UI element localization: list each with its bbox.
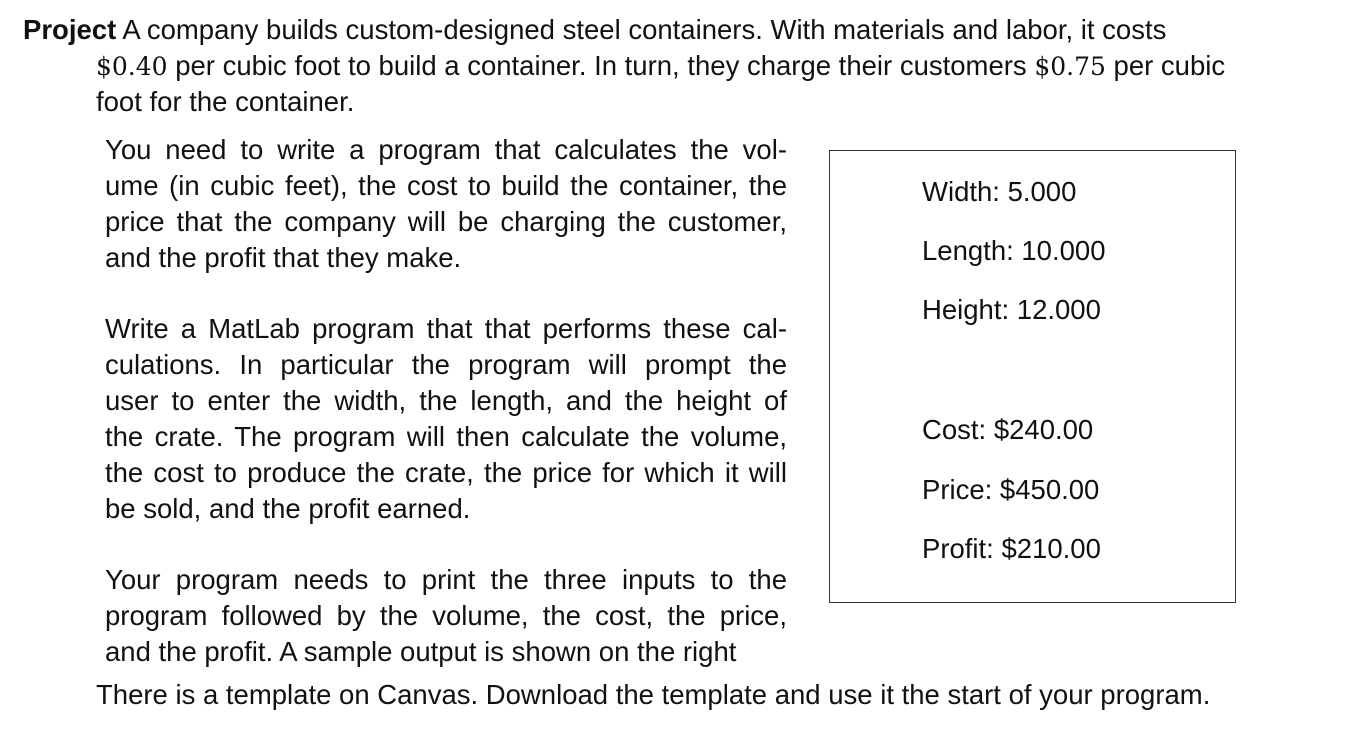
paragraph-1-line: and the profit that they make. <box>105 242 462 273</box>
paragraph-2-line: user to enter the width, the length, and the height of <box>105 385 787 416</box>
intro-text-3: per cubic <box>1105 50 1226 81</box>
paragraph-2-line: be sold, and the profit earned. <box>105 493 471 524</box>
paragraph-2-line: the cost to produce the crate, the price for which it will <box>105 457 787 488</box>
price-per-foot: $0.75 <box>1034 52 1106 81</box>
paragraph-2-line: culations. In particular the program will prompt the <box>105 349 787 380</box>
output-profit: Profit: $210.00 <box>922 533 1101 564</box>
project-heading: Project <box>23 14 117 45</box>
paragraph-1-line: ume (in cubic feet), the cost to build the container, the <box>105 170 787 201</box>
output-cost: Cost: $240.00 <box>922 414 1094 445</box>
output-height: Height: 12.000 <box>922 294 1101 325</box>
paragraph-2-line: the crate. The program will then calculate the volume, <box>105 421 787 452</box>
closing-sentence: There is a template on Canvas. Download the template and use it the start of your program. <box>96 679 1211 710</box>
output-price: Price: $450.00 <box>922 474 1100 505</box>
paragraph-1-line: You need to write a program that calculates the vol- <box>105 134 787 165</box>
paragraph-3-line: and the profit. A sample output is shown on the right <box>105 636 737 667</box>
sample-output-box <box>829 150 1236 603</box>
project-intro-line-1 <box>23 12 1166 48</box>
cost-per-foot: $0.40 <box>96 52 168 81</box>
output-length: Length: 10.000 <box>922 235 1106 266</box>
intro-text-2: per cubic foot to build a container. In turn, they charge their customers <box>167 50 1035 81</box>
project-intro-line-3: foot for the container. <box>96 86 355 117</box>
project-intro-line-2 <box>96 48 1225 85</box>
paragraph-3-line: Your program needs to print the three inputs to the <box>105 564 787 595</box>
intro-text-1: A company builds custom-designed steel containers. With materials and labor, it costs <box>122 14 1167 45</box>
paragraph-1-line: price that the company will be charging the customer, <box>105 206 787 237</box>
paragraph-2-line: Write a MatLab program that that performs these cal- <box>105 313 787 344</box>
output-width: Width: 5.000 <box>922 176 1077 207</box>
paragraph-3-line: program followed by the volume, the cost, the price, <box>105 600 787 631</box>
